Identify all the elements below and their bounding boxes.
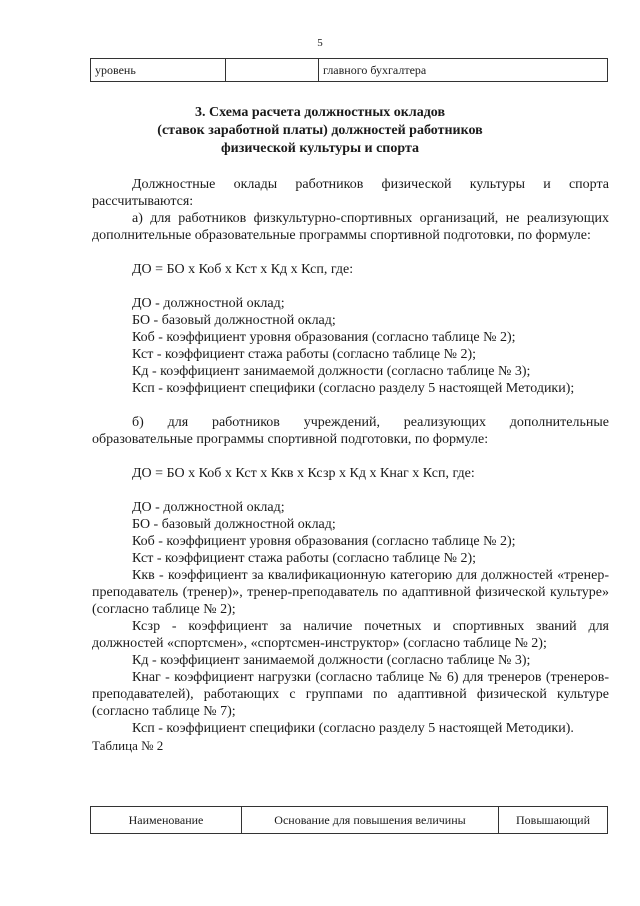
continued-table [90,58,608,82]
table-caption: Таблица № 2 [92,738,164,753]
definition-line: Кст - коэффициент стажа работы (согласно таблице № 2); [132,347,476,362]
definition-line: Коб - коэффициент уровня образования (согласно таблице № 2); [132,534,516,549]
definition-line: БО - базовый должностной оклад; [132,517,336,532]
table-cell [226,59,319,82]
section-title-line: 3. Схема расчета должностных окладов [194,105,446,120]
definition-line: БО - базовый должностной оклад; [132,313,336,328]
definition-line: ДО - должностной оклад; [132,296,285,311]
section-title-line: физической культуры и спорта [220,141,420,156]
table-2-header [90,806,608,834]
item-b-paragraph: б) для работников учреждений, реализующих дополнительные образовательные программы спортивной подготовки, по формуле: [92,415,609,447]
definition-line: Кнаг - коэффициент нагрузки (согласно таблице № 6) для тренеров (тренеров-преподавателей), работающих с группами по адаптивной физической культуре (согласно таблице № 7); [92,670,609,719]
table-cell: главного бухгалтера [319,59,608,82]
table-row [91,59,608,82]
definition-line: Ксп - коэффициент специфики (согласно разделу 5 настоящей Методики); [132,381,575,396]
definition-line: Кд - коэффициент занимаемой должности (согласно таблице № 3); [132,653,531,668]
column-header: Наименование [91,807,242,834]
page-number: 5 [317,37,323,49]
column-header: Основание для повышения величины [242,807,499,834]
definition-line: ДО - должностной оклад; [132,500,285,515]
intro-paragraph: Должностные оклады работников физической культуры и спорта рассчитываются: [92,177,609,209]
column-header: Повышающий [499,807,608,834]
table-row [91,807,608,834]
formula-b: ДО = БО х Коб х Кст х Ккв х Ксзр х Кд х Кнаг х Ксп, где: [132,466,475,481]
table-cell: уровень [91,59,226,82]
document-body [92,176,609,754]
definition-line: Ксзр - коэффициент за наличие почетных и спортивных званий для должностей «спортсмен», «спортсмен-инструктор» (согласно таблице № 2); [92,619,609,651]
item-a-paragraph: а) для работников физкультурно-спортивных организаций, не реализующих дополнительные образовательные программы спортивной подготовки, по формуле: [92,211,609,243]
formula-a: ДО = БО х Коб х Кст х Кд х Ксп, где: [132,262,354,277]
section-title [0,104,640,158]
definition-line: Ккв - коэффициент за квалификационную категорию для должностей «тренер-преподаватель (тренер)», тренер-преподаватель по адаптивной физической культуре» (согласно таблице № 2); [92,568,609,617]
definition-line: Кст - коэффициент стажа работы (согласно таблице № 2); [132,551,476,566]
definition-line: Коб - коэффициент уровня образования (согласно таблице № 2); [132,330,516,345]
definition-line: Ксп - коэффициент специфики (согласно разделу 5 настоящей Методики). [132,721,574,736]
definition-line: Кд - коэффициент занимаемой должности (согласно таблице № 3); [132,364,531,379]
section-title-line: (ставок заработной платы) должностей работников [157,123,483,138]
